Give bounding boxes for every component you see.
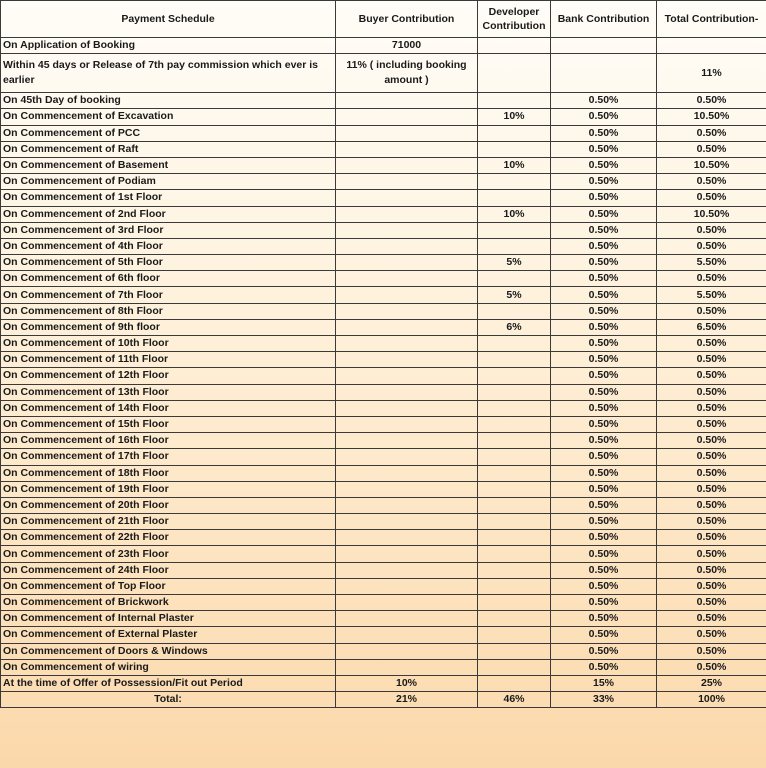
developer-contribution-cell: [478, 303, 551, 319]
buyer-contribution-cell: 71000: [336, 38, 478, 54]
buyer-contribution-cell: [336, 319, 478, 335]
total-contribution-cell: 0.50%: [657, 352, 766, 368]
bank-contribution-cell: 0.50%: [551, 206, 657, 222]
table-row: [1, 206, 766, 222]
buyer-contribution-cell: [336, 206, 478, 222]
schedule-label-cell: On Commencement of Doors & Windows: [1, 643, 336, 659]
bank-contribution-cell: 0.50%: [551, 433, 657, 449]
buyer-contribution-cell: [336, 562, 478, 578]
header-payment-schedule: Payment Schedule: [1, 1, 336, 38]
total-contribution-cell: 0.50%: [657, 449, 766, 465]
buyer-contribution-cell: [336, 352, 478, 368]
developer-contribution-cell: [478, 271, 551, 287]
table-row: [1, 271, 766, 287]
total-contribution-cell: 10.50%: [657, 109, 766, 125]
schedule-label-cell: On Commencement of 10th Floor: [1, 336, 336, 352]
buyer-contribution-cell: [336, 433, 478, 449]
header-bank-contribution: Bank Contribution: [551, 1, 657, 38]
buyer-contribution-cell: [336, 416, 478, 432]
total-contribution-cell: 0.50%: [657, 174, 766, 190]
schedule-label-cell: On Commencement of 23th Floor: [1, 546, 336, 562]
totals-bank: 33%: [551, 692, 657, 708]
buyer-contribution-cell: [336, 238, 478, 254]
schedule-label-cell: On Commencement of 21th Floor: [1, 514, 336, 530]
schedule-label-cell: On Commencement of 12th Floor: [1, 368, 336, 384]
bank-contribution-cell: 0.50%: [551, 659, 657, 675]
bank-contribution-cell: 0.50%: [551, 465, 657, 481]
bank-contribution-cell: 0.50%: [551, 303, 657, 319]
developer-contribution-cell: [478, 141, 551, 157]
total-contribution-cell: 0.50%: [657, 611, 766, 627]
bank-contribution-cell: 0.50%: [551, 384, 657, 400]
developer-contribution-cell: [478, 125, 551, 141]
table-row: [1, 255, 766, 271]
bank-contribution-cell: 0.50%: [551, 497, 657, 513]
table-row: [1, 611, 766, 627]
schedule-label-cell: On Commencement of External Plaster: [1, 627, 336, 643]
schedule-label-cell: On Commencement of 17th Floor: [1, 449, 336, 465]
totals-row: [1, 692, 766, 708]
buyer-contribution-cell: [336, 287, 478, 303]
schedule-label-cell: On Commencement of Podiam: [1, 174, 336, 190]
bank-contribution-cell: 15%: [551, 675, 657, 691]
schedule-label-cell: On Commencement of 15th Floor: [1, 416, 336, 432]
table-row: [1, 546, 766, 562]
developer-contribution-cell: [478, 449, 551, 465]
table-row: [1, 578, 766, 594]
buyer-contribution-cell: [336, 190, 478, 206]
developer-contribution-cell: [478, 368, 551, 384]
developer-contribution-cell: [478, 336, 551, 352]
total-contribution-cell: 0.50%: [657, 303, 766, 319]
total-contribution-cell: 0.50%: [657, 530, 766, 546]
developer-contribution-cell: [478, 465, 551, 481]
buyer-contribution-cell: [336, 271, 478, 287]
total-contribution-cell: 0.50%: [657, 238, 766, 254]
bank-contribution-cell: 0.50%: [551, 271, 657, 287]
buyer-contribution-cell: [336, 449, 478, 465]
schedule-label-cell: On Commencement of 5th Floor: [1, 255, 336, 271]
buyer-contribution-cell: [336, 141, 478, 157]
buyer-contribution-cell: 11% ( including booking amount ): [336, 54, 478, 93]
total-contribution-cell: 0.50%: [657, 497, 766, 513]
totals-developer: 46%: [478, 692, 551, 708]
total-contribution-cell: 0.50%: [657, 384, 766, 400]
table-row: [1, 38, 766, 54]
schedule-label-cell: On Commencement of 2nd Floor: [1, 206, 336, 222]
bank-contribution-cell: 0.50%: [551, 400, 657, 416]
total-contribution-cell: 0.50%: [657, 481, 766, 497]
table-row: [1, 174, 766, 190]
total-contribution-cell: 25%: [657, 675, 766, 691]
total-contribution-cell: 11%: [657, 54, 766, 93]
developer-contribution-cell: [478, 546, 551, 562]
developer-contribution-cell: [478, 611, 551, 627]
buyer-contribution-cell: [336, 546, 478, 562]
developer-contribution-cell: 6%: [478, 319, 551, 335]
bank-contribution-cell: 0.50%: [551, 157, 657, 173]
buyer-contribution-cell: [336, 595, 478, 611]
table-row: [1, 319, 766, 335]
bank-contribution-cell: 0.50%: [551, 336, 657, 352]
schedule-label-cell: At the time of Offer of Possession/Fit out Period: [1, 675, 336, 691]
schedule-label-cell: On Commencement of 11th Floor: [1, 352, 336, 368]
table-row: [1, 190, 766, 206]
schedule-label-cell: On Commencement of 4th Floor: [1, 238, 336, 254]
table-row: [1, 595, 766, 611]
developer-contribution-cell: [478, 497, 551, 513]
bank-contribution-cell: 0.50%: [551, 595, 657, 611]
table-row: [1, 157, 766, 173]
totals-label: Total:: [1, 692, 336, 708]
table-row: [1, 497, 766, 513]
schedule-label-cell: On Commencement of wiring: [1, 659, 336, 675]
schedule-label-cell: On Commencement of Basement: [1, 157, 336, 173]
developer-contribution-cell: [478, 352, 551, 368]
table-row: [1, 54, 766, 93]
developer-contribution-cell: 10%: [478, 157, 551, 173]
bank-contribution-cell: 0.50%: [551, 416, 657, 432]
bank-contribution-cell: 0.50%: [551, 368, 657, 384]
schedule-label-cell: On 45th Day of booking: [1, 93, 336, 109]
total-contribution-cell: 6.50%: [657, 319, 766, 335]
table-row: [1, 238, 766, 254]
total-contribution-cell: 0.50%: [657, 433, 766, 449]
bank-contribution-cell: 0.50%: [551, 530, 657, 546]
developer-contribution-cell: [478, 675, 551, 691]
bank-contribution-cell: 0.50%: [551, 141, 657, 157]
bank-contribution-cell: 0.50%: [551, 643, 657, 659]
buyer-contribution-cell: [336, 530, 478, 546]
table-row: [1, 368, 766, 384]
total-contribution-cell: 10.50%: [657, 157, 766, 173]
total-contribution-cell: 5.50%: [657, 255, 766, 271]
bank-contribution-cell: 0.50%: [551, 578, 657, 594]
buyer-contribution-cell: [336, 514, 478, 530]
developer-contribution-cell: [478, 38, 551, 54]
table-row: [1, 643, 766, 659]
total-contribution-cell: 0.50%: [657, 125, 766, 141]
schedule-label-cell: On Commencement of 24th Floor: [1, 562, 336, 578]
table-row: [1, 125, 766, 141]
total-contribution-cell: 0.50%: [657, 141, 766, 157]
total-contribution-cell: 0.50%: [657, 659, 766, 675]
total-contribution-cell: 0.50%: [657, 595, 766, 611]
schedule-label-cell: On Commencement of 19th Floor: [1, 481, 336, 497]
bank-contribution-cell: 0.50%: [551, 546, 657, 562]
table-row: [1, 562, 766, 578]
developer-contribution-cell: [478, 530, 551, 546]
developer-contribution-cell: [478, 562, 551, 578]
bank-contribution-cell: 0.50%: [551, 287, 657, 303]
schedule-label-cell: On Commencement of Top Floor: [1, 578, 336, 594]
developer-contribution-cell: [478, 384, 551, 400]
table-row: [1, 449, 766, 465]
schedule-label-cell: On Commencement of 9th floor: [1, 319, 336, 335]
table-row: [1, 675, 766, 691]
developer-contribution-cell: [478, 238, 551, 254]
totals-buyer: 21%: [336, 692, 478, 708]
total-contribution-cell: 0.50%: [657, 546, 766, 562]
schedule-label-cell: On Commencement of 20th Floor: [1, 497, 336, 513]
bank-contribution-cell: 0.50%: [551, 481, 657, 497]
total-contribution-cell: 0.50%: [657, 514, 766, 530]
buyer-contribution-cell: [336, 643, 478, 659]
total-contribution-cell: 0.50%: [657, 93, 766, 109]
buyer-contribution-cell: [336, 578, 478, 594]
bank-contribution-cell: 0.50%: [551, 93, 657, 109]
table-row: [1, 530, 766, 546]
table-row: [1, 514, 766, 530]
total-contribution-cell: 0.50%: [657, 222, 766, 238]
buyer-contribution-cell: [336, 659, 478, 675]
buyer-contribution-cell: [336, 497, 478, 513]
developer-contribution-cell: [478, 54, 551, 93]
total-contribution-cell: 10.50%: [657, 206, 766, 222]
header-developer-contribution: Developer Contribution: [478, 1, 551, 38]
buyer-contribution-cell: [336, 368, 478, 384]
developer-contribution-cell: [478, 481, 551, 497]
table-body: [1, 38, 766, 692]
table-row: [1, 303, 766, 319]
buyer-contribution-cell: [336, 303, 478, 319]
table-header-row: [1, 1, 766, 38]
total-contribution-cell: 0.50%: [657, 271, 766, 287]
developer-contribution-cell: [478, 190, 551, 206]
schedule-label-cell: On Commencement of PCC: [1, 125, 336, 141]
bank-contribution-cell: [551, 54, 657, 93]
buyer-contribution-cell: [336, 627, 478, 643]
table-row: [1, 627, 766, 643]
bank-contribution-cell: 0.50%: [551, 238, 657, 254]
developer-contribution-cell: [478, 659, 551, 675]
developer-contribution-cell: [478, 222, 551, 238]
schedule-label-cell: On Commencement of Internal Plaster: [1, 611, 336, 627]
buyer-contribution-cell: [336, 93, 478, 109]
developer-contribution-cell: [478, 174, 551, 190]
bank-contribution-cell: 0.50%: [551, 190, 657, 206]
schedule-label-cell: Within 45 days or Release of 7th pay commission which ever is earlier: [1, 54, 336, 93]
total-contribution-cell: 0.50%: [657, 465, 766, 481]
buyer-contribution-cell: [336, 481, 478, 497]
buyer-contribution-cell: [336, 109, 478, 125]
total-contribution-cell: [657, 38, 766, 54]
developer-contribution-cell: [478, 578, 551, 594]
schedule-label-cell: On Commencement of 8th Floor: [1, 303, 336, 319]
schedule-label-cell: On Commencement of Raft: [1, 141, 336, 157]
schedule-label-cell: On Commencement of 13th Floor: [1, 384, 336, 400]
buyer-contribution-cell: [336, 222, 478, 238]
table-row: [1, 659, 766, 675]
table-row: [1, 481, 766, 497]
developer-contribution-cell: [478, 93, 551, 109]
buyer-contribution-cell: 10%: [336, 675, 478, 691]
schedule-label-cell: On Commencement of 1st Floor: [1, 190, 336, 206]
developer-contribution-cell: [478, 514, 551, 530]
table-row: [1, 400, 766, 416]
buyer-contribution-cell: [336, 255, 478, 271]
developer-contribution-cell: 10%: [478, 109, 551, 125]
developer-contribution-cell: [478, 627, 551, 643]
table-row: [1, 384, 766, 400]
table-row: [1, 416, 766, 432]
bank-contribution-cell: 0.50%: [551, 125, 657, 141]
developer-contribution-cell: 10%: [478, 206, 551, 222]
table-row: [1, 336, 766, 352]
table-row: [1, 352, 766, 368]
buyer-contribution-cell: [336, 336, 478, 352]
buyer-contribution-cell: [336, 400, 478, 416]
bank-contribution-cell: 0.50%: [551, 174, 657, 190]
header-total-contribution: Total Contribution-: [657, 1, 766, 38]
developer-contribution-cell: 5%: [478, 255, 551, 271]
buyer-contribution-cell: [336, 174, 478, 190]
bank-contribution-cell: 0.50%: [551, 611, 657, 627]
total-contribution-cell: 0.50%: [657, 627, 766, 643]
bank-contribution-cell: 0.50%: [551, 319, 657, 335]
schedule-label-cell: On Application of Booking: [1, 38, 336, 54]
table-row: [1, 109, 766, 125]
developer-contribution-cell: 5%: [478, 287, 551, 303]
table-row: [1, 465, 766, 481]
total-contribution-cell: 0.50%: [657, 416, 766, 432]
schedule-label-cell: On Commencement of 7th Floor: [1, 287, 336, 303]
table-row: [1, 93, 766, 109]
totals-total: 100%: [657, 692, 766, 708]
total-contribution-cell: 0.50%: [657, 336, 766, 352]
bank-contribution-cell: 0.50%: [551, 255, 657, 271]
bank-contribution-cell: 0.50%: [551, 562, 657, 578]
schedule-label-cell: On Commencement of 3rd Floor: [1, 222, 336, 238]
bank-contribution-cell: 0.50%: [551, 449, 657, 465]
buyer-contribution-cell: [336, 157, 478, 173]
schedule-label-cell: On Commencement of 14th Floor: [1, 400, 336, 416]
total-contribution-cell: 0.50%: [657, 368, 766, 384]
total-contribution-cell: 0.50%: [657, 400, 766, 416]
table-row: [1, 287, 766, 303]
buyer-contribution-cell: [336, 125, 478, 141]
total-contribution-cell: 5.50%: [657, 287, 766, 303]
buyer-contribution-cell: [336, 465, 478, 481]
total-contribution-cell: 0.50%: [657, 562, 766, 578]
bank-contribution-cell: 0.50%: [551, 109, 657, 125]
developer-contribution-cell: [478, 595, 551, 611]
total-contribution-cell: 0.50%: [657, 190, 766, 206]
schedule-label-cell: On Commencement of Brickwork: [1, 595, 336, 611]
schedule-label-cell: On Commencement of 18th Floor: [1, 465, 336, 481]
schedule-label-cell: On Commencement of Excavation: [1, 109, 336, 125]
bank-contribution-cell: 0.50%: [551, 222, 657, 238]
total-contribution-cell: 0.50%: [657, 578, 766, 594]
buyer-contribution-cell: [336, 384, 478, 400]
bank-contribution-cell: 0.50%: [551, 352, 657, 368]
bank-contribution-cell: 0.50%: [551, 514, 657, 530]
table-row: [1, 222, 766, 238]
developer-contribution-cell: [478, 400, 551, 416]
developer-contribution-cell: [478, 643, 551, 659]
table-row: [1, 141, 766, 157]
header-buyer-contribution: Buyer Contribution: [336, 1, 478, 38]
bank-contribution-cell: 0.50%: [551, 627, 657, 643]
schedule-label-cell: On Commencement of 6th floor: [1, 271, 336, 287]
schedule-label-cell: On Commencement of 22th Floor: [1, 530, 336, 546]
table-row: [1, 433, 766, 449]
developer-contribution-cell: [478, 416, 551, 432]
total-contribution-cell: 0.50%: [657, 643, 766, 659]
schedule-label-cell: On Commencement of 16th Floor: [1, 433, 336, 449]
buyer-contribution-cell: [336, 611, 478, 627]
developer-contribution-cell: [478, 433, 551, 449]
bank-contribution-cell: [551, 38, 657, 54]
